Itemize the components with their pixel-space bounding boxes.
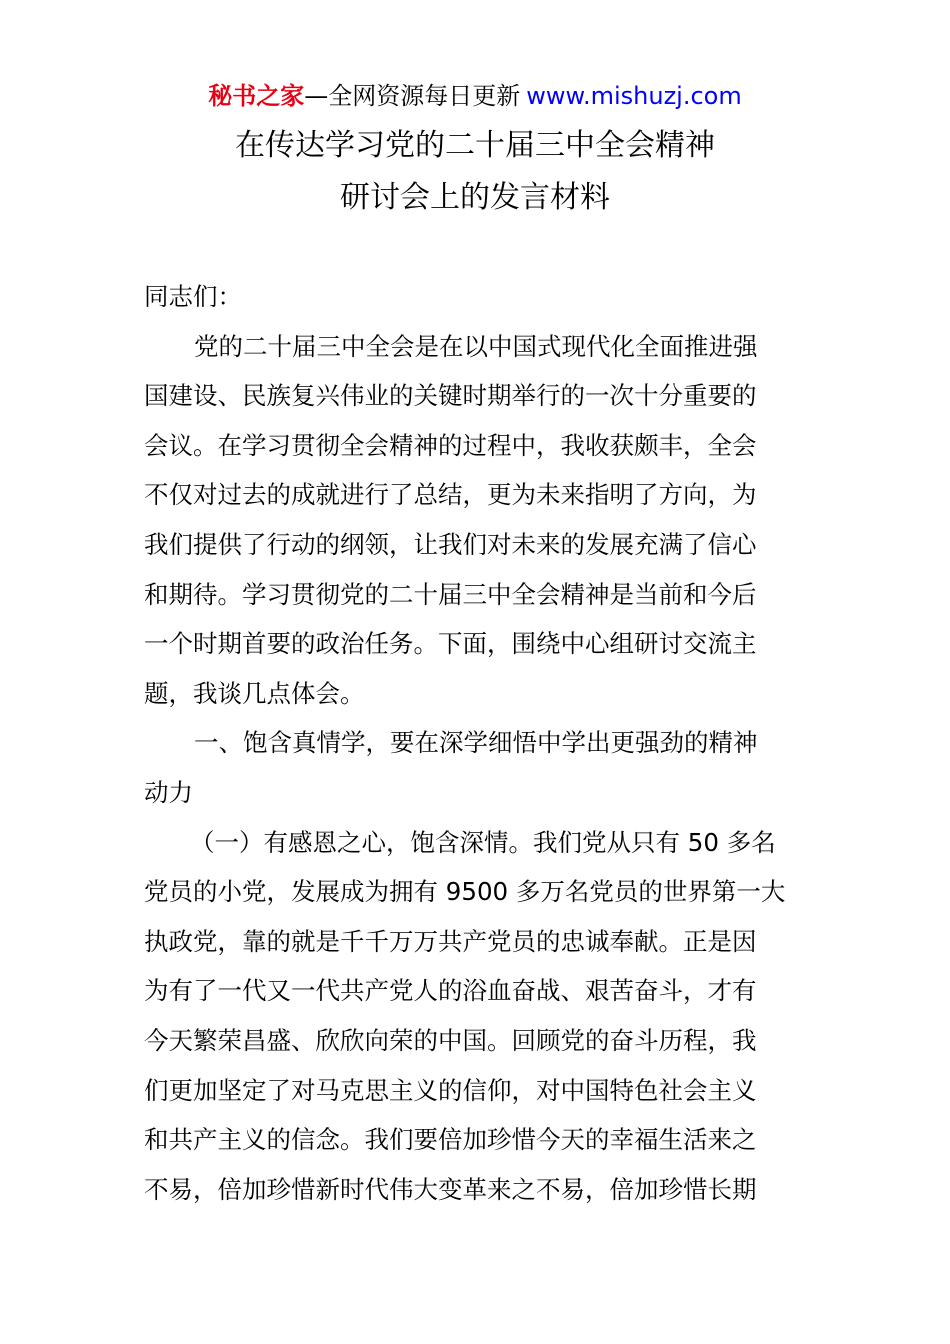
site-url-link[interactable]: www.mishuzj.com bbox=[526, 82, 742, 110]
brand-name: 秘书之家 bbox=[208, 82, 305, 110]
paragraph-line: 今天繁荣昌盛、欣欣向荣的中国。回顾党的奋斗历程，我 bbox=[144, 1025, 757, 1055]
paragraph-line: 和共产主义的信念。我们要倍加珍惜今天的幸福生活来之 bbox=[144, 1125, 757, 1155]
paragraph-line: 我们提供了行动的纲领，让我们对未来的发展充满了信心 bbox=[144, 529, 757, 559]
paragraph-line: 会议。在学习贯彻全会精神的过程中，我收获颇丰，全会 bbox=[144, 430, 757, 460]
document-title-line-1: 在传达学习党的二十届三中全会精神 bbox=[235, 128, 715, 163]
paragraph-line: 国建设、民族复兴伟业的关键时期举行的一次十分重要的 bbox=[144, 381, 757, 411]
paragraph-line: 党的二十届三中全会是在以中国式现代化全面推进强 bbox=[194, 331, 758, 361]
document-body bbox=[144, 272, 814, 1214]
section-heading-line: 动力 bbox=[144, 777, 193, 807]
paragraph-line: 一个时期首要的政治任务。下面，围绕中心组研讨交流主 bbox=[144, 629, 757, 659]
paragraph-line: （一）有感恩之心，饱含深情。我们党从只有 50 多名 bbox=[190, 827, 776, 857]
paragraph-line: 执政党，靠的就是千千万万共产党员的忠诚奉献。正是因 bbox=[144, 926, 757, 956]
site-header bbox=[0, 80, 950, 112]
paragraph-line: 们更加坚定了对马克思主义的信仰，对中国特色社会主义 bbox=[144, 1075, 757, 1105]
salutation: 同志们： bbox=[144, 282, 242, 311]
paragraph-line: 和期待。学习贯彻党的二十届三中全会精神是当前和今后 bbox=[144, 579, 757, 609]
paragraph-line: 不易，倍加珍惜新时代伟大变革来之不易，倍加珍惜长期 bbox=[144, 1174, 757, 1204]
paragraph-line: 题，我谈几点体会。 bbox=[144, 678, 365, 708]
site-tagline: —全网资源每日更新 bbox=[304, 82, 521, 110]
paragraph-line: 不仅对过去的成就进行了总结，更为未来指明了方向，为 bbox=[144, 480, 757, 510]
document-title-line-2: 研讨会上的发言材料 bbox=[340, 180, 610, 215]
section-heading-line: 一、饱含真情学，要在深学细悟中学出更强劲的精神 bbox=[194, 728, 758, 758]
paragraph-line: 党员的小党，发展成为拥有 9500 多万名党员的世界第一大 bbox=[144, 877, 786, 907]
paragraph-line: 为有了一代又一代共产党人的浴血奋战、艰苦奋斗，才有 bbox=[144, 976, 757, 1006]
